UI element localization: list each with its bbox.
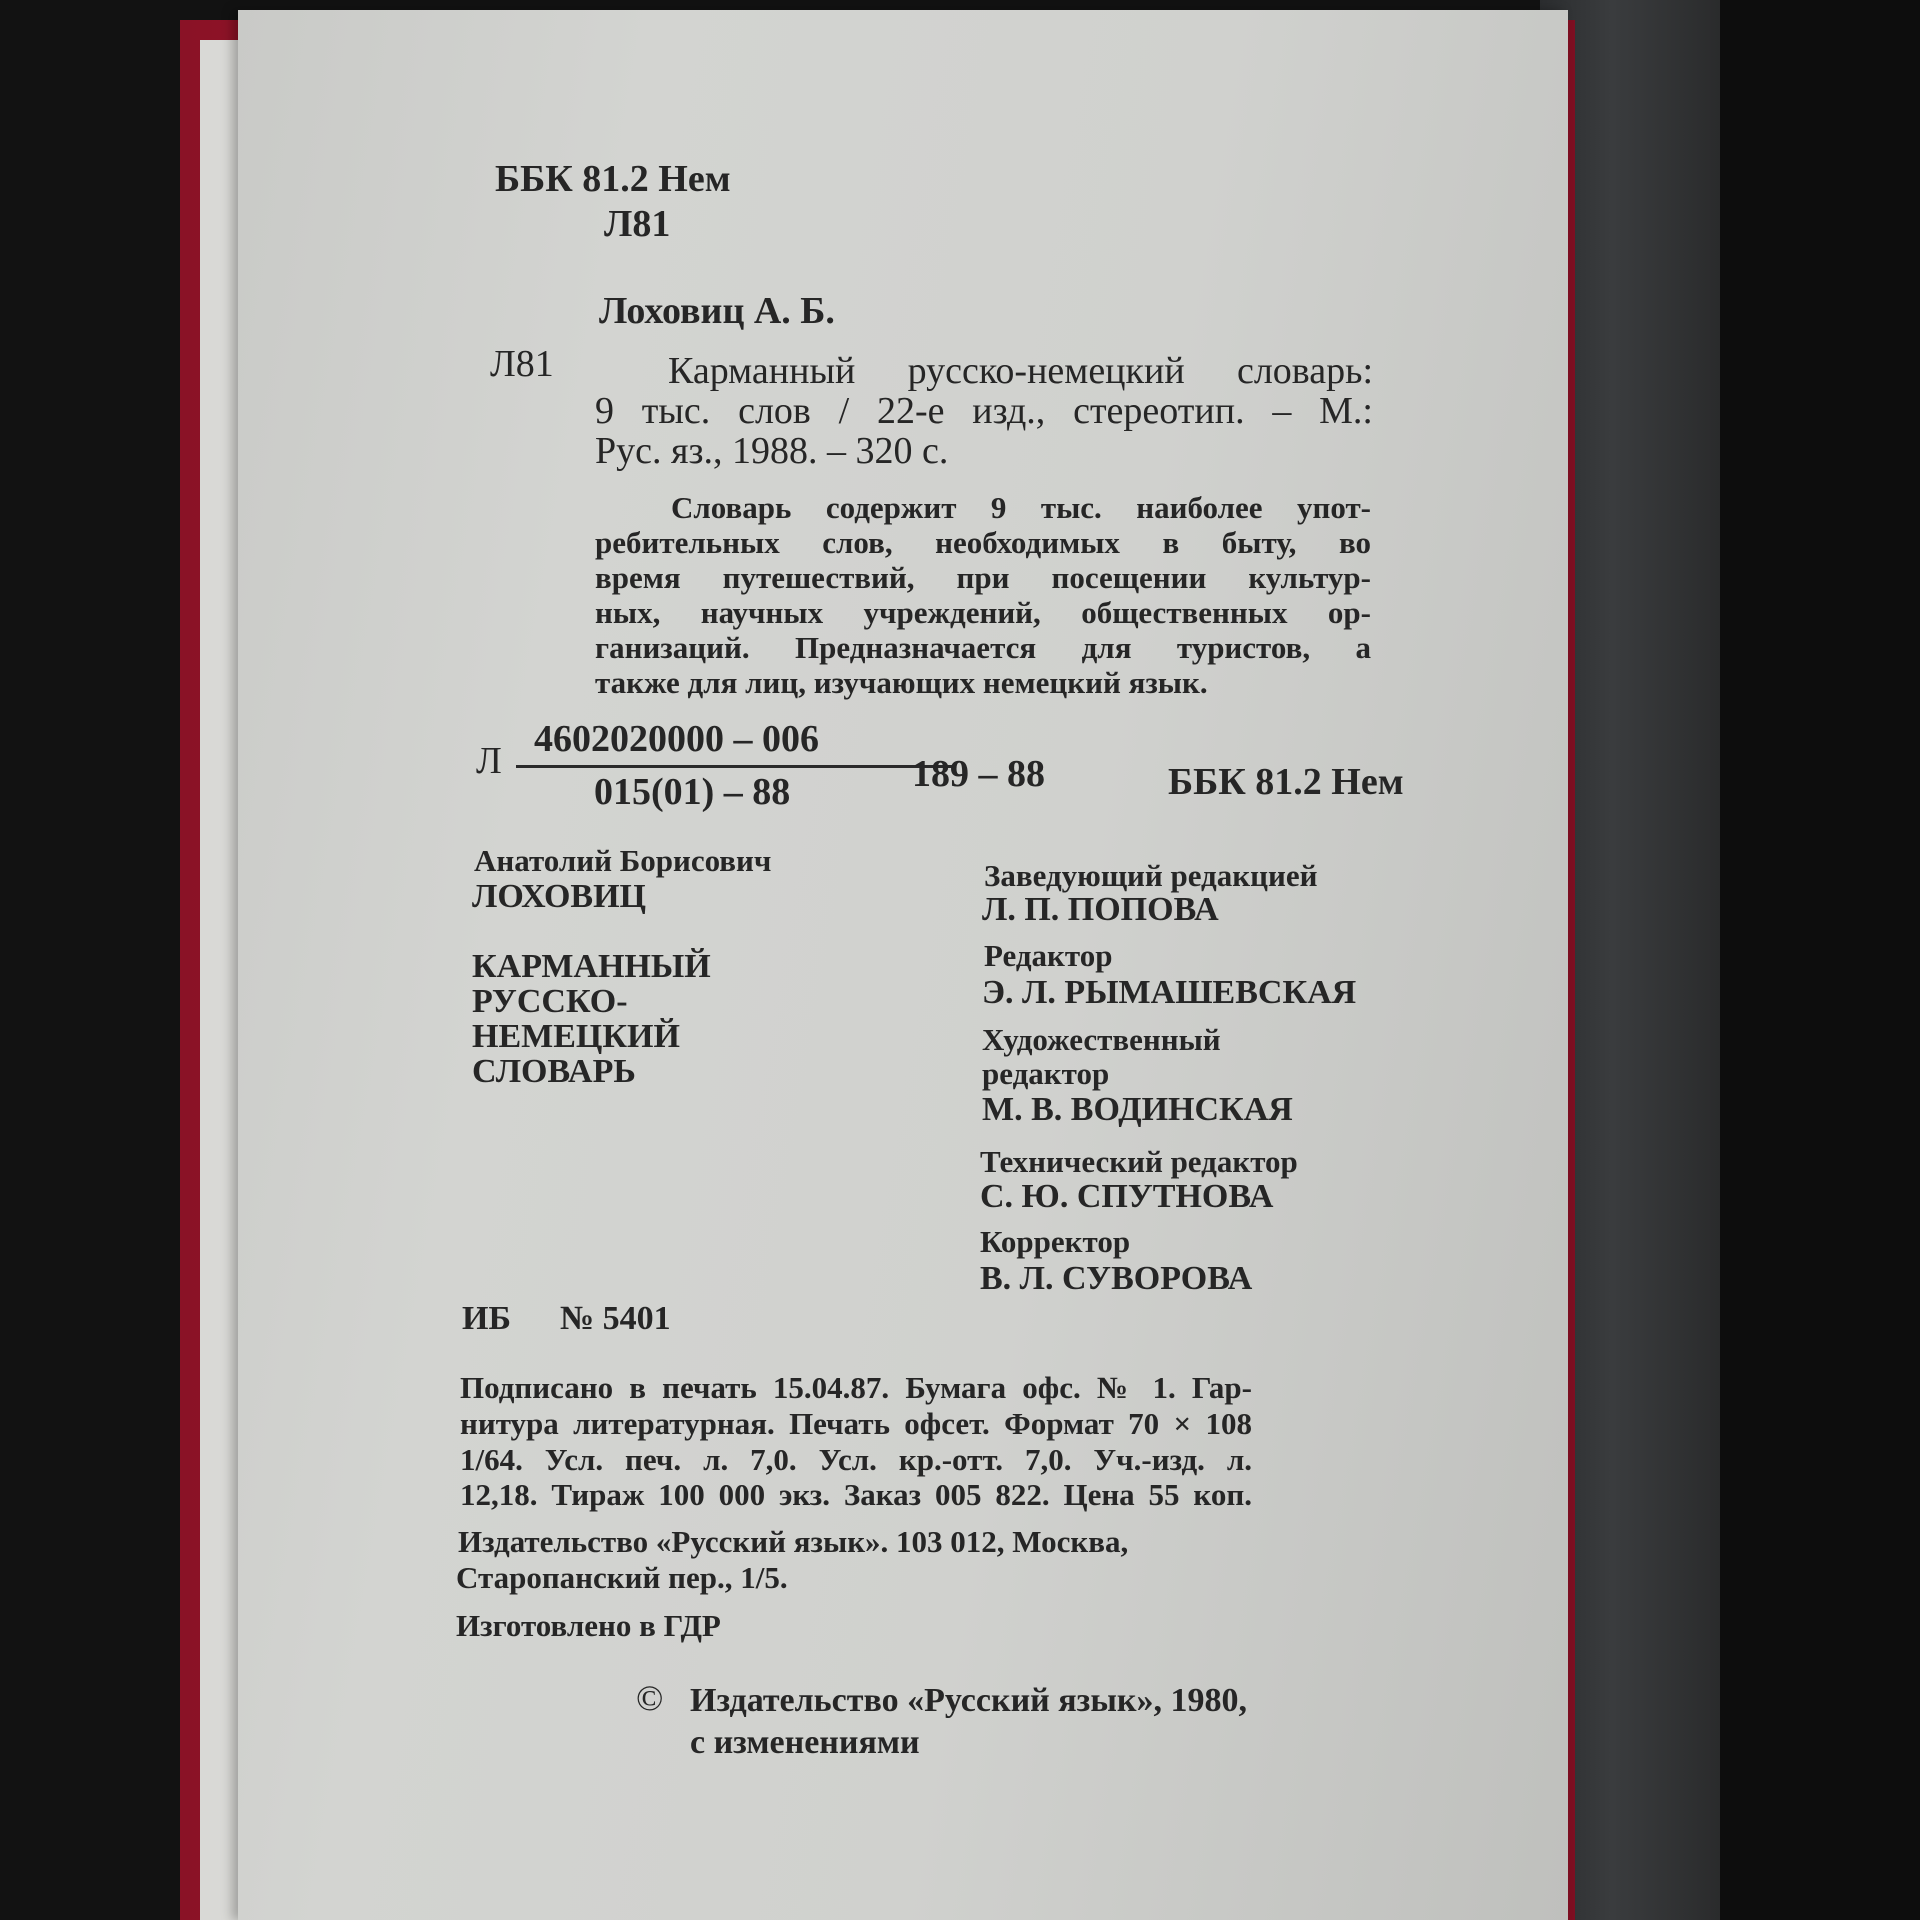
classification-prefix: Л xyxy=(476,740,502,782)
author-surname: ЛОХОВИЦ xyxy=(472,878,646,915)
classification-number: 189 – 88 xyxy=(912,753,1045,795)
ib-number: № 5401 xyxy=(560,1300,671,1337)
entry-code: Л81 xyxy=(490,343,554,385)
entry-line: 9 тыс. слов / 22-е изд., стереотип. – М.: xyxy=(595,390,1373,432)
title-line: СЛОВАРЬ xyxy=(472,1053,636,1090)
author-first-names: Анатолий Борисович xyxy=(474,843,772,878)
title-line: КАРМАННЫЙ xyxy=(472,948,711,985)
copyright-line: Издательство «Русский язык», 1980, xyxy=(690,1682,1247,1719)
imprint-page xyxy=(238,10,1568,1920)
annotation-line: ных, научных учреждений, общественных ор- xyxy=(595,595,1371,630)
print-info-line: 12,18. Тираж 100 000 экз. Заказ 005 822. Цена 55 коп. xyxy=(460,1477,1252,1512)
credit-role: Корректор xyxy=(980,1224,1131,1259)
print-info-line: Подписано в печать 15.04.87. Бумага офс. № 1. Гар- xyxy=(460,1370,1252,1405)
print-info-line: 1/64. Усл. печ. л. 7,0. Усл. кр.-отт. 7,0. Уч.-изд. л. xyxy=(460,1442,1252,1477)
library-code: Л81 xyxy=(604,203,671,245)
bbk-footer: ББК 81.2 Нем xyxy=(1168,761,1404,803)
classification-numerator: 4602020000 – 006 xyxy=(534,718,819,760)
credit-role: редактор xyxy=(982,1056,1110,1091)
credit-name: В. Л. СУВОРОВА xyxy=(980,1260,1253,1297)
credit-name: С. Ю. СПУТНОВА xyxy=(980,1178,1274,1215)
annotation-line: время путешествий, при посещении культур- xyxy=(595,560,1371,595)
annotation-line: Словарь содержит 9 тыс. наиболее упот- xyxy=(671,490,1371,525)
title-line: НЕМЕЦКИЙ xyxy=(472,1018,680,1055)
publisher-line: Издательство «Русский язык». 103 012, Москва, xyxy=(458,1524,1129,1559)
annotation-line: ганизаций. Предназначается для туристов, а xyxy=(595,630,1371,665)
credit-role: Технический редактор xyxy=(980,1144,1298,1179)
copyright-line: с изменениями xyxy=(690,1724,920,1761)
credit-role: Редактор xyxy=(984,938,1113,973)
copyright-icon: © xyxy=(636,1678,664,1718)
ib-label: ИБ xyxy=(462,1300,511,1337)
entry-line: Карманный русско-немецкий словарь: xyxy=(668,350,1373,392)
credit-name: Э. Л. РЫМАШЕВСКАЯ xyxy=(982,974,1357,1011)
made-in: Изготовлено в ГДР xyxy=(456,1608,721,1643)
background-shadow xyxy=(1720,0,1920,1920)
print-info-line: нитура литературная. Печать офсет. Формат 70 × 108 xyxy=(460,1406,1252,1441)
credit-role: Заведующий редакцией xyxy=(984,858,1318,893)
annotation-line: ребительных слов, необходимых в быту, во xyxy=(595,525,1371,560)
annotation-line: также для лиц, изучающих немецкий язык. xyxy=(595,665,1208,700)
entry-line: Рус. яз., 1988. – 320 с. xyxy=(595,430,949,472)
credit-name: Л. П. ПОПОВА xyxy=(982,891,1219,928)
author-heading: Лоховиц А. Б. xyxy=(599,290,835,332)
bbk-header: ББК 81.2 Нем xyxy=(495,158,731,200)
fraction-rule xyxy=(516,765,956,768)
credit-role: Художественный xyxy=(982,1022,1221,1057)
title-line: РУССКО- xyxy=(472,983,628,1020)
credit-name: М. В. ВОДИНСКАЯ xyxy=(982,1091,1293,1128)
publisher-line: Старопанский пер., 1/5. xyxy=(456,1560,788,1595)
classification-denominator: 015(01) – 88 xyxy=(594,771,791,813)
